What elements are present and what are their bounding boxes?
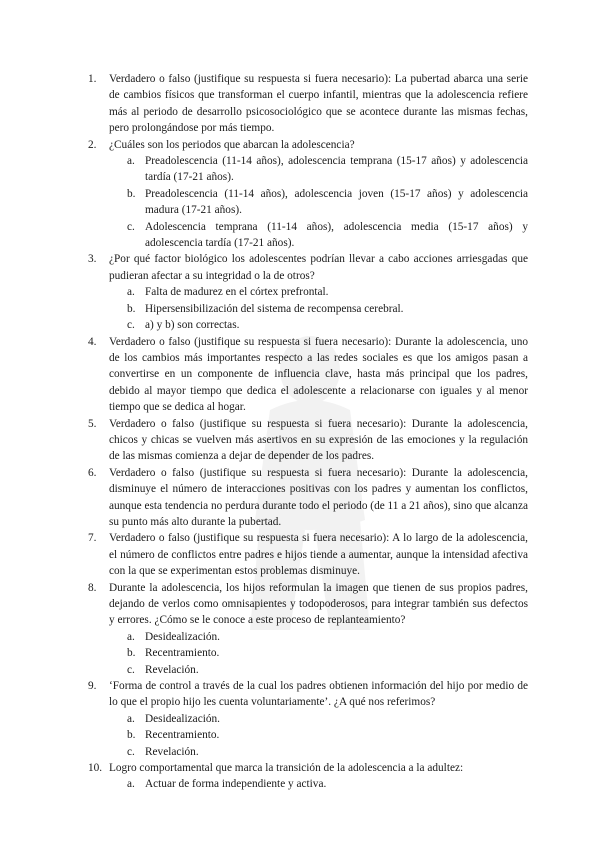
question-item [88,530,528,579]
option-letter: a. [127,712,135,725]
option-text: Recentramiento. [145,729,220,742]
option-list [109,153,528,251]
option-text: Adolescencia temprana (11-14 años), adolescencia media (15-17 años) y adolescencia tardía (17-21 años). [145,220,528,250]
answer-option [109,662,528,678]
question-number: 10. [88,762,103,775]
question-text: ¿Cuáles son los periodos que abarcan la adolescencia? [109,138,355,151]
option-letter: a. [127,155,135,168]
option-list [109,776,528,792]
question-text: ¿Por qué factor biológico los adolescentes podrían llevar a cabo acciones arriesgadas que pudieran afectar a su integridad o la de otros? [109,253,528,282]
answer-option [109,629,528,645]
option-letter: c. [127,319,135,332]
question-item [88,580,528,678]
answer-option [109,317,528,333]
answer-option [109,301,528,317]
question-list [88,71,528,793]
option-text: a) y b) son correctas. [145,319,240,332]
answer-option [109,219,528,252]
question-number: 1. [88,73,97,85]
option-text: Recentramiento. [145,647,220,660]
option-list [109,629,528,678]
answer-option [109,711,528,727]
question-number: 6. [88,466,97,479]
answer-option [109,744,528,760]
answer-option [109,776,528,792]
question-item [88,465,528,531]
option-text: Revelación. [145,745,199,758]
option-letter: c. [127,663,135,676]
option-letter: b. [127,302,136,315]
question-text: Verdadero o falso (justifique su respuesta si fuera necesario): Durante la adolescencia, uno de los cambios más importantes respecto a las redes sociales es que los amigos pasan a convertirse en un componente de influencia clave, hasta más principal que los padres, debido al mayor tiempo que dedica el adolescente a relacionarse con iguales y al menor tiempo que se dedica al hogar. [109,335,528,414]
option-letter: b. [127,729,136,742]
question-text: Logro comportamental que marca la transición de la adolescencia a la adultez: [109,762,464,775]
option-letter: a. [127,778,135,791]
question-text: Verdadero o falso (justifique su respuesta si fuera necesario): A lo largo de la adolescencia, el número de conflictos entre padres e hijos tiende a aumentar, aunque la intensidad afectiva con la que se experimentan estos problemas disminuye. [109,532,528,578]
question-item [88,678,528,760]
question-text: Durante la adolescencia, los hijos reformulan la imagen que tienen de sus propios padres, dejando de verlos como omnisapientes y todopoderosos, para integrar también sus defectos y errores. ¿Cómo se le conoce a este proceso de replanteamiento? [109,581,528,627]
option-letter: c. [127,745,135,758]
option-letter: b. [127,187,136,200]
question-item [88,334,528,416]
option-text: Revelación. [145,663,199,676]
option-list [109,711,528,760]
option-text: Hipersensibilización del sistema de recompensa cerebral. [145,302,404,315]
answer-option [109,186,528,219]
question-item [88,71,528,137]
answer-option [109,153,528,186]
question-item [88,137,528,252]
option-text: Preadolescencia (11-14 años), adolescencia joven (15-17 años) y adolescencia madura (17-21 años). [145,187,528,217]
question-number: 9. [88,680,97,693]
question-text: Verdadero o falso (justifique su respuesta si fuera necesario): Durante la adolescencia, disminuye el número de interacciones positivas con los padres y aumentan los conflictos, aunque esta tendencia no perdura durante todo el periodo (de 11 a 21 años), sino que alcanza su punto más alto durante la pubertad. [109,466,528,528]
option-text: Actuar de forma independiente y activa. [145,778,327,791]
question-number: 8. [88,581,97,594]
option-letter: c. [127,220,135,233]
question-number: 4. [88,335,97,348]
document-page [88,71,528,793]
question-number: 7. [88,532,97,545]
question-item [88,760,528,793]
option-letter: b. [127,647,136,660]
question-item [88,416,528,465]
question-text: ‘Forma de control a través de la cual los padres obtienen información del hijo por medio de lo que el propio hijo les cuenta voluntariamente’. ¿A qué nos referimos? [109,680,528,709]
option-text: Desidealización. [145,712,220,725]
option-letter: a. [127,630,135,643]
question-text: Verdadero o falso (justifique su respuesta si fuera necesario): La pubertad abarca una serie de cambios físicos que transforman el cuerpo infantil, mientras que la adolescencia refiere más al periodo de desarrollo psicosociológico que se acontece durante las mismas fechas, pero prolongándose por más tiempo. [109,73,528,135]
option-text: Preadolescencia (11-14 años), adolescencia temprana (15-17 años) y adolescencia tardía (17-21 años). [145,155,528,184]
question-item [88,251,528,333]
question-number: 3. [88,253,97,266]
question-number: 5. [88,417,97,430]
question-number: 2. [88,138,97,151]
question-text: Verdadero o falso (justifique su respuesta si fuera necesario): Durante la adolescencia, chicos y chicas se vuelven más asertivos en su expresión de las emociones y la regulación de las mismas comienza a dejar de depender de los padres. [109,417,528,463]
answer-option [109,645,528,661]
option-list [109,284,528,333]
option-text: Falta de madurez en el córtex prefrontal. [145,286,329,299]
answer-option [109,727,528,743]
option-letter: a. [127,286,135,299]
option-text: Desidealización. [145,630,220,643]
answer-option [109,284,528,300]
